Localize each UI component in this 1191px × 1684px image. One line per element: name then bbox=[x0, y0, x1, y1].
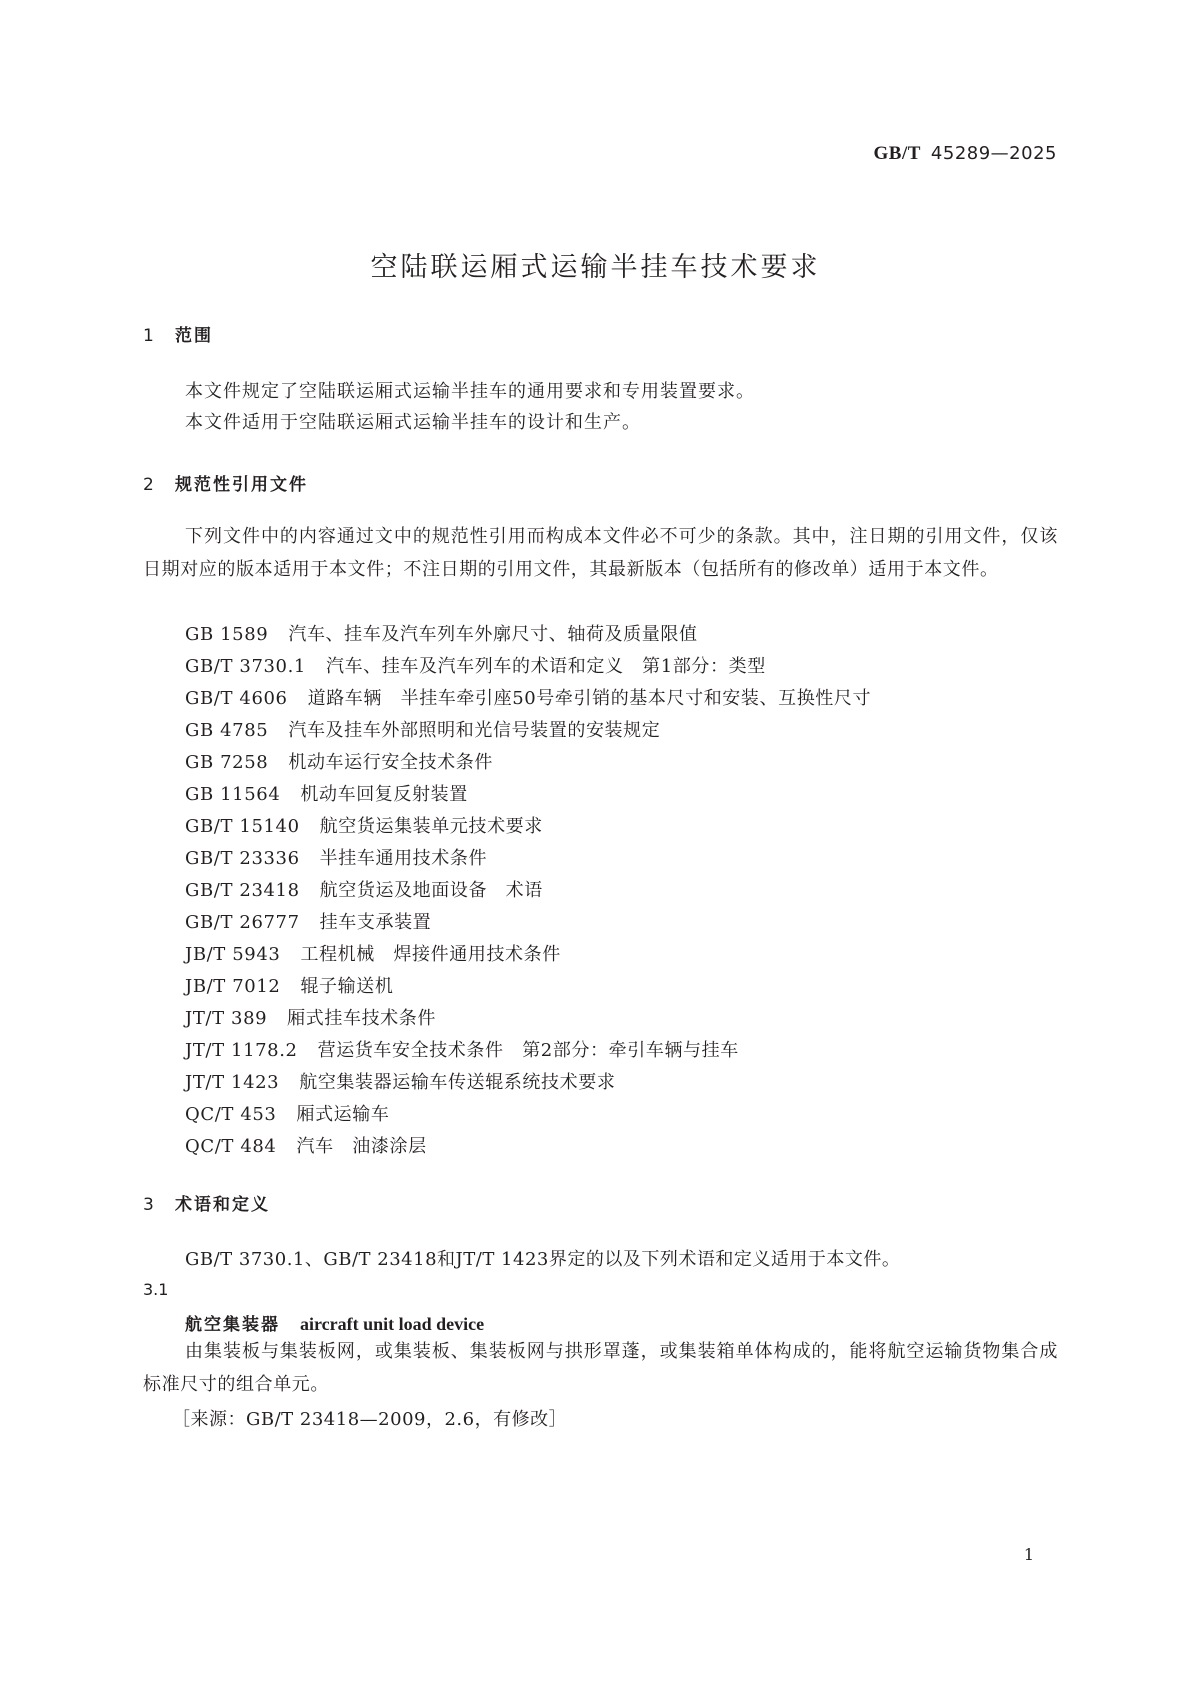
reference-title: 工程机械 焊接件通用技术条件 bbox=[300, 944, 561, 965]
reference-title: 机动车运行安全技术条件 bbox=[288, 752, 493, 773]
reference-code: QC/T 453 bbox=[185, 1104, 277, 1125]
reference-item bbox=[185, 972, 393, 998]
reference-code: JT/T 1178.2 bbox=[185, 1040, 298, 1061]
reference-title: 厢式挂车技术条件 bbox=[287, 1008, 436, 1029]
reference-item bbox=[185, 684, 871, 710]
section-number: 2 bbox=[143, 475, 156, 495]
reference-title: 汽车 油漆涂层 bbox=[296, 1136, 427, 1157]
section-title: 术语和定义 bbox=[175, 1195, 270, 1215]
reference-title: 辊子输送机 bbox=[300, 976, 394, 997]
standard-number: 45289—2025 bbox=[930, 143, 1057, 164]
scope-paragraph: 本文件规定了空陆联运厢式运输半挂车的通用要求和专用装置要求。 bbox=[185, 381, 755, 402]
references-intro-paragraph: 下列文件中的内容通过文中的规范性引用而构成本文件必不可少的条款。其中，注日期的引用文件，仅该日期对应的版本适用于本文件；不注日期的引用文件，其最新版本（包括所有的修改单）适用于本文件。 bbox=[143, 526, 1058, 580]
reference-item bbox=[185, 940, 561, 966]
reference-title: 挂车支承装置 bbox=[319, 912, 432, 933]
terms-intro-paragraph: GB/T 3730.1、GB/T 23418和JT/T 1423界定的以及下列术语和定义适用于本文件。 bbox=[185, 1249, 901, 1270]
term-number: 3.1 bbox=[143, 1280, 169, 1299]
section-heading-terms-definitions bbox=[143, 1190, 270, 1215]
section-title: 范围 bbox=[175, 326, 213, 346]
term-source: ［来源：GB/T 23418—2009，2.6，有修改］ bbox=[172, 1409, 568, 1430]
reference-item bbox=[185, 876, 543, 902]
reference-item bbox=[185, 652, 766, 678]
reference-title: 汽车、挂车及汽车列车的术语和定义 第1部分：类型 bbox=[325, 656, 766, 677]
section-heading-scope bbox=[143, 321, 213, 346]
reference-item bbox=[185, 1132, 427, 1158]
reference-code: GB 7258 bbox=[185, 752, 269, 773]
reference-title: 半挂车通用技术条件 bbox=[319, 848, 488, 869]
reference-item bbox=[185, 1100, 389, 1126]
term-definition: 由集装板与集装板网，或集装板、集装板网与拱形罩蓬，或集装箱单体构成的，能将航空运输货物集合成标准尺寸的组合单元。 bbox=[143, 1341, 1058, 1395]
term-chinese: 航空集装器 bbox=[185, 1315, 280, 1335]
reference-item bbox=[185, 812, 543, 838]
reference-item bbox=[185, 908, 431, 934]
section-heading-normative-references bbox=[143, 470, 308, 495]
reference-code: GB/T 26777 bbox=[185, 912, 300, 933]
standard-code bbox=[874, 143, 1057, 165]
term-entry bbox=[185, 1310, 484, 1335]
reference-title: 机动车回复反射装置 bbox=[300, 784, 468, 805]
reference-title: 厢式运输车 bbox=[296, 1104, 390, 1125]
reference-item bbox=[185, 620, 698, 646]
page-number: 1 bbox=[1023, 1545, 1034, 1564]
reference-title: 航空货运及地面设备 术语 bbox=[319, 880, 543, 901]
reference-code: JT/T 1423 bbox=[185, 1072, 280, 1093]
reference-code: JB/T 7012 bbox=[185, 976, 281, 997]
section-number: 1 bbox=[143, 326, 156, 346]
reference-item bbox=[185, 1036, 739, 1062]
standard-prefix: GB/T bbox=[873, 143, 921, 164]
reference-code: GB/T 3730.1 bbox=[185, 656, 306, 677]
term-english: aircraft unit load device bbox=[300, 1314, 485, 1334]
reference-code: JB/T 5943 bbox=[185, 944, 281, 965]
document-title: 空陆联运厢式运输半挂车技术要求 bbox=[370, 252, 821, 283]
reference-item bbox=[185, 748, 493, 774]
reference-title: 航空货运集装单元技术要求 bbox=[319, 816, 543, 837]
reference-title: 汽车、挂车及汽车列车外廓尺寸、轴荷及质量限值 bbox=[288, 624, 698, 645]
reference-item bbox=[185, 716, 660, 742]
reference-item bbox=[185, 844, 487, 870]
reference-item bbox=[185, 1004, 436, 1030]
reference-title: 汽车及挂车外部照明和光信号装置的安装规定 bbox=[288, 720, 661, 741]
reference-item bbox=[185, 1068, 615, 1094]
section-title: 规范性引用文件 bbox=[175, 475, 308, 495]
reference-code: GB/T 23336 bbox=[185, 848, 300, 869]
reference-code: QC/T 484 bbox=[185, 1136, 277, 1157]
section-number: 3 bbox=[143, 1195, 156, 1215]
reference-code: GB 4785 bbox=[185, 720, 269, 741]
scope-paragraph: 本文件适用于空陆联运厢式运输半挂车的设计和生产。 bbox=[185, 412, 641, 433]
reference-title: 营运货车安全技术条件 第2部分：牵引车辆与挂车 bbox=[317, 1040, 739, 1061]
reference-item bbox=[185, 780, 468, 806]
reference-code: GB 1589 bbox=[185, 624, 269, 645]
reference-code: GB/T 15140 bbox=[185, 816, 300, 837]
reference-code: JT/T 389 bbox=[185, 1008, 268, 1029]
reference-title: 道路车辆 半挂车牵引座50号牵引销的基本尺寸和安装、互换性尺寸 bbox=[307, 688, 872, 709]
reference-title: 航空集装器运输车传送辊系统技术要求 bbox=[299, 1072, 616, 1093]
reference-code: GB/T 23418 bbox=[185, 880, 300, 901]
reference-code: GB 11564 bbox=[185, 784, 281, 805]
reference-code: GB/T 4606 bbox=[185, 688, 288, 709]
